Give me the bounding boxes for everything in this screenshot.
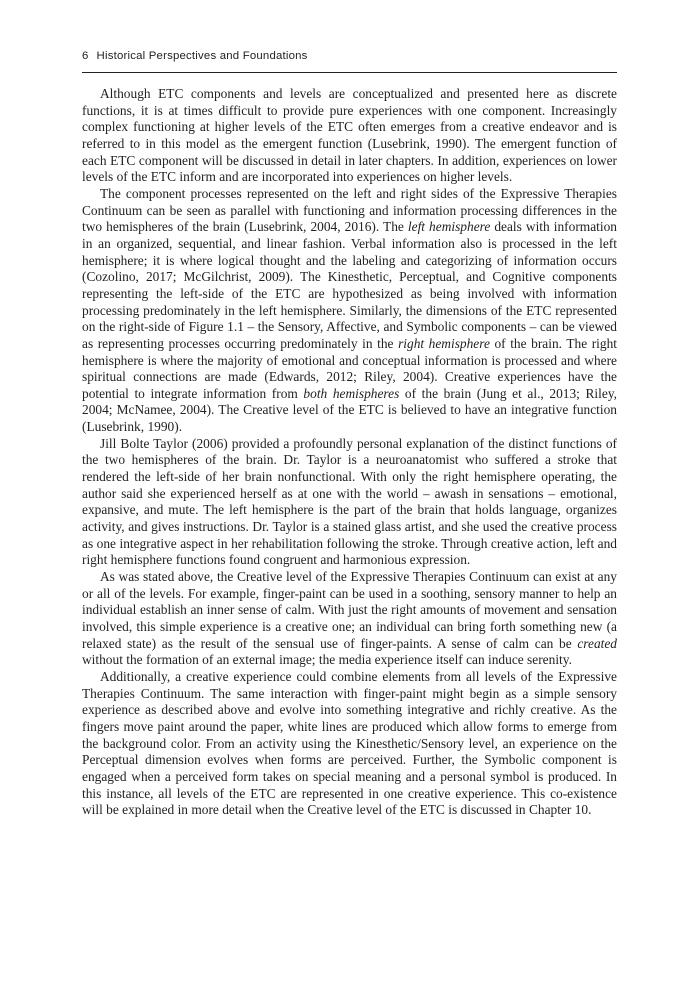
paragraph-5	[82, 669, 617, 819]
paragraph-3	[82, 436, 617, 569]
paragraph-text: without the formation of an external image; the media experience itself can induce serenity.	[82, 652, 572, 668]
paragraph-text: deals with information in an organized, sequential, and linear fashion. Verbal information also is processed in the left hemisphere; it is where logical thought and the labeling and categorizing of information occurs (Cozolino, 2017; McGilchrist, 2009). The Kinesthetic, Perceptual, and Cognitive components representing the left-side of the ETC are hypothesized as being involved with information processing predominately in the left hemisphere. Similarly, the dimensions of the ETC represented on the right-side of Figure 1.1 – the Sensory, Affective, and Symbolic components – can be viewed as representing processes occurring predominately in the	[82, 219, 617, 351]
paragraph-text: Additionally, a creative experience could combine elements from all levels of the Expressive Therapies Continuum. The same interaction with finger-paint might begin as a simple sensory experience as described above and evolve into something integrative and richly creative. As the fingers move paint around the paper, white lines are produced which allow forms to emerge from the background color. From an activity using the Kinesthetic/Sensory level, an experience on the Perceptual dimension evolves when forms are perceived. Further, the Symbolic component is engaged when a perceived form takes on special meaning and a personal symbol is produced. In this instance, all levels of the ETC are represented in one creative experience. This co-existence will be explained in more detail when the Creative level of the ETC is discussed in Chapter 10.	[82, 668, 617, 818]
paragraph-text: Jill Bolte Taylor (2006) provided a profoundly personal explanation of the distinct functions of the two hemispheres of the brain. Dr. Taylor is a neuroanatomist who suffered a stroke that rendered the left-side of her brain nonfunctional. With only the right hemisphere operating, the author said she experienced herself as at one with the world – awash in sensations – emotional, expansive, and mute. The left hemisphere is the part of the brain that holds language, organizes activity, and gives instructions. Dr. Taylor is a stained glass artist, and she used the creative process as one integrative aspect in her rehabilitation following the stroke. Through creative action, left and right hemisphere functions found congruent and harmonious expression.	[82, 435, 617, 568]
paragraph-2	[82, 186, 617, 436]
paragraph-1	[82, 86, 617, 186]
paragraph-text: of the brain. The right hemisphere is where the majority of emotional and conceptual information is processed and where spiritual connections are made (Edwards, 2012; Riley, 2004). Creative experiences have the potential to integrate information from	[82, 335, 617, 401]
page-number: 6	[82, 50, 89, 62]
emphasis-both-hemispheres: both hemispheres	[303, 385, 400, 401]
body-text	[82, 86, 617, 819]
paragraph-text: The component processes represented on the left and right sides of the Expressive Therapies Continuum can be seen as parallel with functioning and information processing differences in the two hemispheres of the brain (Lusebrink, 2004, 2016). The	[82, 185, 617, 235]
emphasis-right-hemisphere: right hemisphere	[398, 335, 490, 351]
emphasis-left-hemisphere: left hemisphere	[407, 219, 491, 235]
paragraph-text: of the brain (Jung et al., 2013; Riley, 2004; McNamee, 2004). The Creative level of the ETC is believed to have an integrative function (Lusebrink, 1990).	[82, 385, 617, 435]
paragraph-4	[82, 569, 617, 669]
running-title: Historical Perspectives and Foundations	[96, 50, 308, 62]
running-header	[82, 50, 617, 73]
paragraph-text: As was stated above, the Creative level of the Expressive Therapies Continuum can exist at any or all of the levels. For example, finger-paint can be used in a soothing, sensory manner to help an individual establish an inner sense of calm. With just the right amounts of movement and sensation involved, this simple experience is a creative one; an individual can bring forth something new (a relaxed state) as the result of the sensual use of finger-paints. A sense of calm can be	[82, 569, 617, 651]
paragraph-text: Although ETC components and levels are conceptualized and presented here as discrete functions, it is at times difficult to provide pure experiences with one component. Increasingly complex functioning at higher levels of the ETC often emerges from a creative endeavor and is referred to in this model as the emergent function (Lusebrink, 1990). The emergent function of each ETC component will be discussed in detail in later chapters. In addition, experiences on lower levels of the ETC inform and are incorporated into experiences on higher levels.	[82, 86, 617, 185]
emphasis-created: created	[577, 635, 617, 651]
